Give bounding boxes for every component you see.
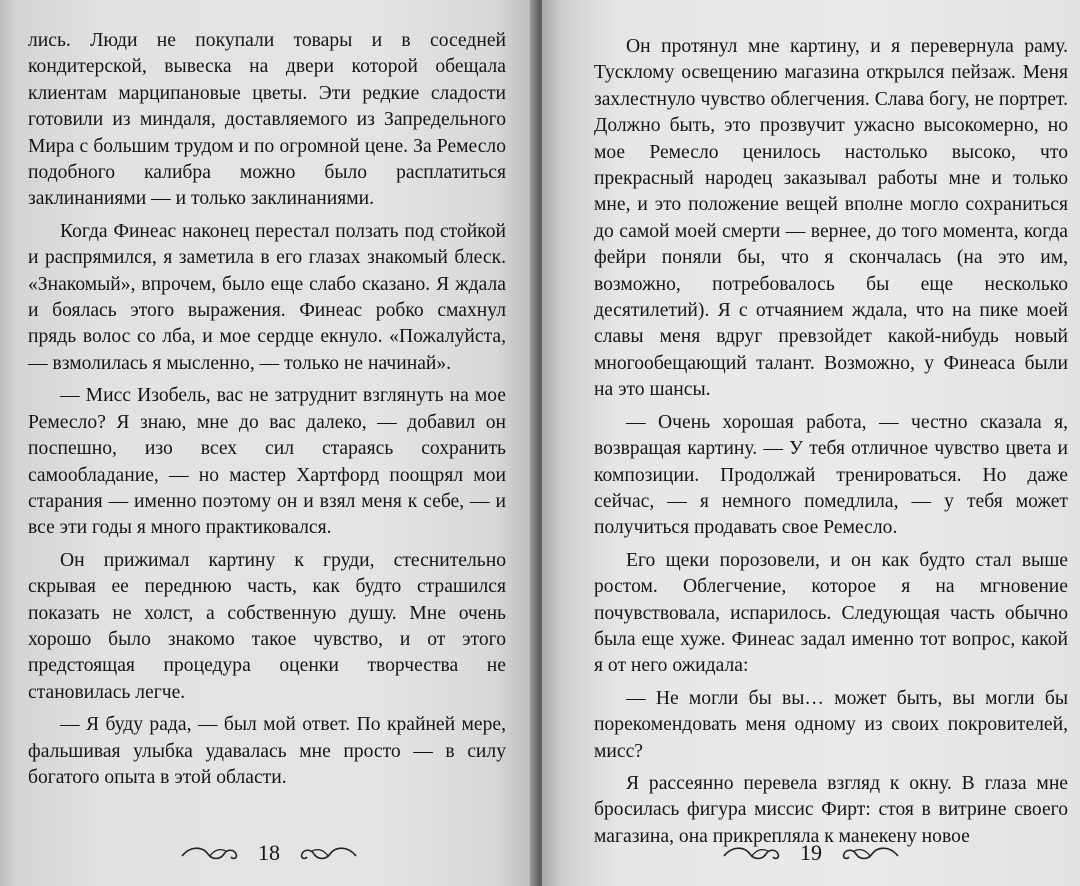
right-page-text [594, 34, 1068, 850]
right-page [542, 0, 1080, 886]
right-page-footer [542, 840, 1080, 866]
left-paragraph-5: — Я буду рада, — был мой ответ. По крайней мере, фальшивая улыбка удавалась мне просто — в силу богатого опыта в этой области. [28, 714, 506, 788]
right-flourish-ornament-icon [836, 842, 900, 864]
right-page-number: 19 [800, 840, 822, 865]
left-paragraph-1: лись. Люди не покупали товары и в соседней кондитерской, вывеска на двери которой обещала клиентам марципановые цветы. Эти редкие сладости готовили из миндаля, доставляемого из Запредельного Мира с большим трудом и по огромной цене. За Ремесло подобного калибра можно было расплатиться заклинаниями — и только заклинаниями. [28, 30, 506, 210]
left-page-text [28, 28, 506, 791]
left-flourish-ornament-icon [180, 842, 244, 864]
right-paragraph-2: — Очень хорошая работа, — честно сказала я, возвращая картину. — У тебя отличное чувство цвета и композиции. Продолжай тренироваться. Но даже сейчас, — я немного помедлила, — у тебя может получиться продавать свое Ремесло. [594, 411, 1068, 539]
right-flourish-ornament-icon [294, 842, 358, 864]
left-page [0, 0, 538, 886]
left-page-footer [0, 840, 538, 866]
right-paragraph-1: Он протянул мне картину, и я перевернула раму. Тусклому освещению магазина открылся пейзаж. Меня захлестнуло чувство облегчения. Слава богу, не портрет. Должно быть, это прозвучит ужасно высокомерно, но мое Ремесло ценилось настолько высоко, что прекрасный народец заказывал работы мне и только мне, и это положение вещей вполне могло сохраниться до самой моей смерти — вернее, до того момента, когда фейри поняли бы, что я скончалась (на это им, возможно, потребовалось бы еще несколько десятилетий). Я с отчаянием ждала, что на пике моей славы меня вдруг превзойдет какой-нибудь новый многообещающий талант. Возможно, у Финеаса были на это шансы. [594, 36, 1068, 401]
right-paragraph-3: Его щеки порозовели, и он как будто стал выше ростом. Облегчение, которое я на мгновение почувствовала, испарилось. Следующая часть обычно была еще хуже. Финеас задал именно тот вопрос, какой я от него ожидала: [594, 549, 1068, 677]
right-paragraph-4: — Не могли бы вы… может быть, вы могли бы порекомендовать меня одному из своих покровителей, мисс? [594, 687, 1068, 762]
left-page-number: 18 [258, 840, 280, 865]
left-paragraph-4: Он прижимал картину к груди, стеснительно скрывая ее переднюю часть, как будто страшился показать не холст, а собственную душу. Мне очень хорошо было знакомо такое чувство, и от этого предстоящая процедура оценки творчества не становилась легче. [28, 549, 506, 703]
right-paragraph-5: Я рассеянно перевела взгляд к окну. В глаза мне бросилась фигура миссис Фирт: стоя в витрине своего магазина, она прикрепляла к манекену новое [594, 772, 1068, 847]
left-paragraph-3: — Мисс Изобель, вас не затруднит взглянуть на мое Ремесло? Я знаю, мне до вас далеко, — добавил он поспешно, изо всех сил стараясь сохранить самообладание, — но мастер Хартфорд поощрял мои старания — именно поэтому он и взял меня к себе, — и все эти годы я много практиковался. [28, 385, 506, 539]
left-paragraph-2: Когда Финеас наконец перестал ползать под стойкой и распрямился, я заметила в его глазах знакомый блеск. «Знакомый», впрочем, было еще слабо сказано. Я ждала и боялась этого выражения. Финеас робко смахнул прядь волос со лба, и мое сердце екнуло. «Пожалуйста, — взмолилась я мысленно, — только не начинай». [28, 220, 506, 374]
left-flourish-ornament-icon [722, 842, 786, 864]
